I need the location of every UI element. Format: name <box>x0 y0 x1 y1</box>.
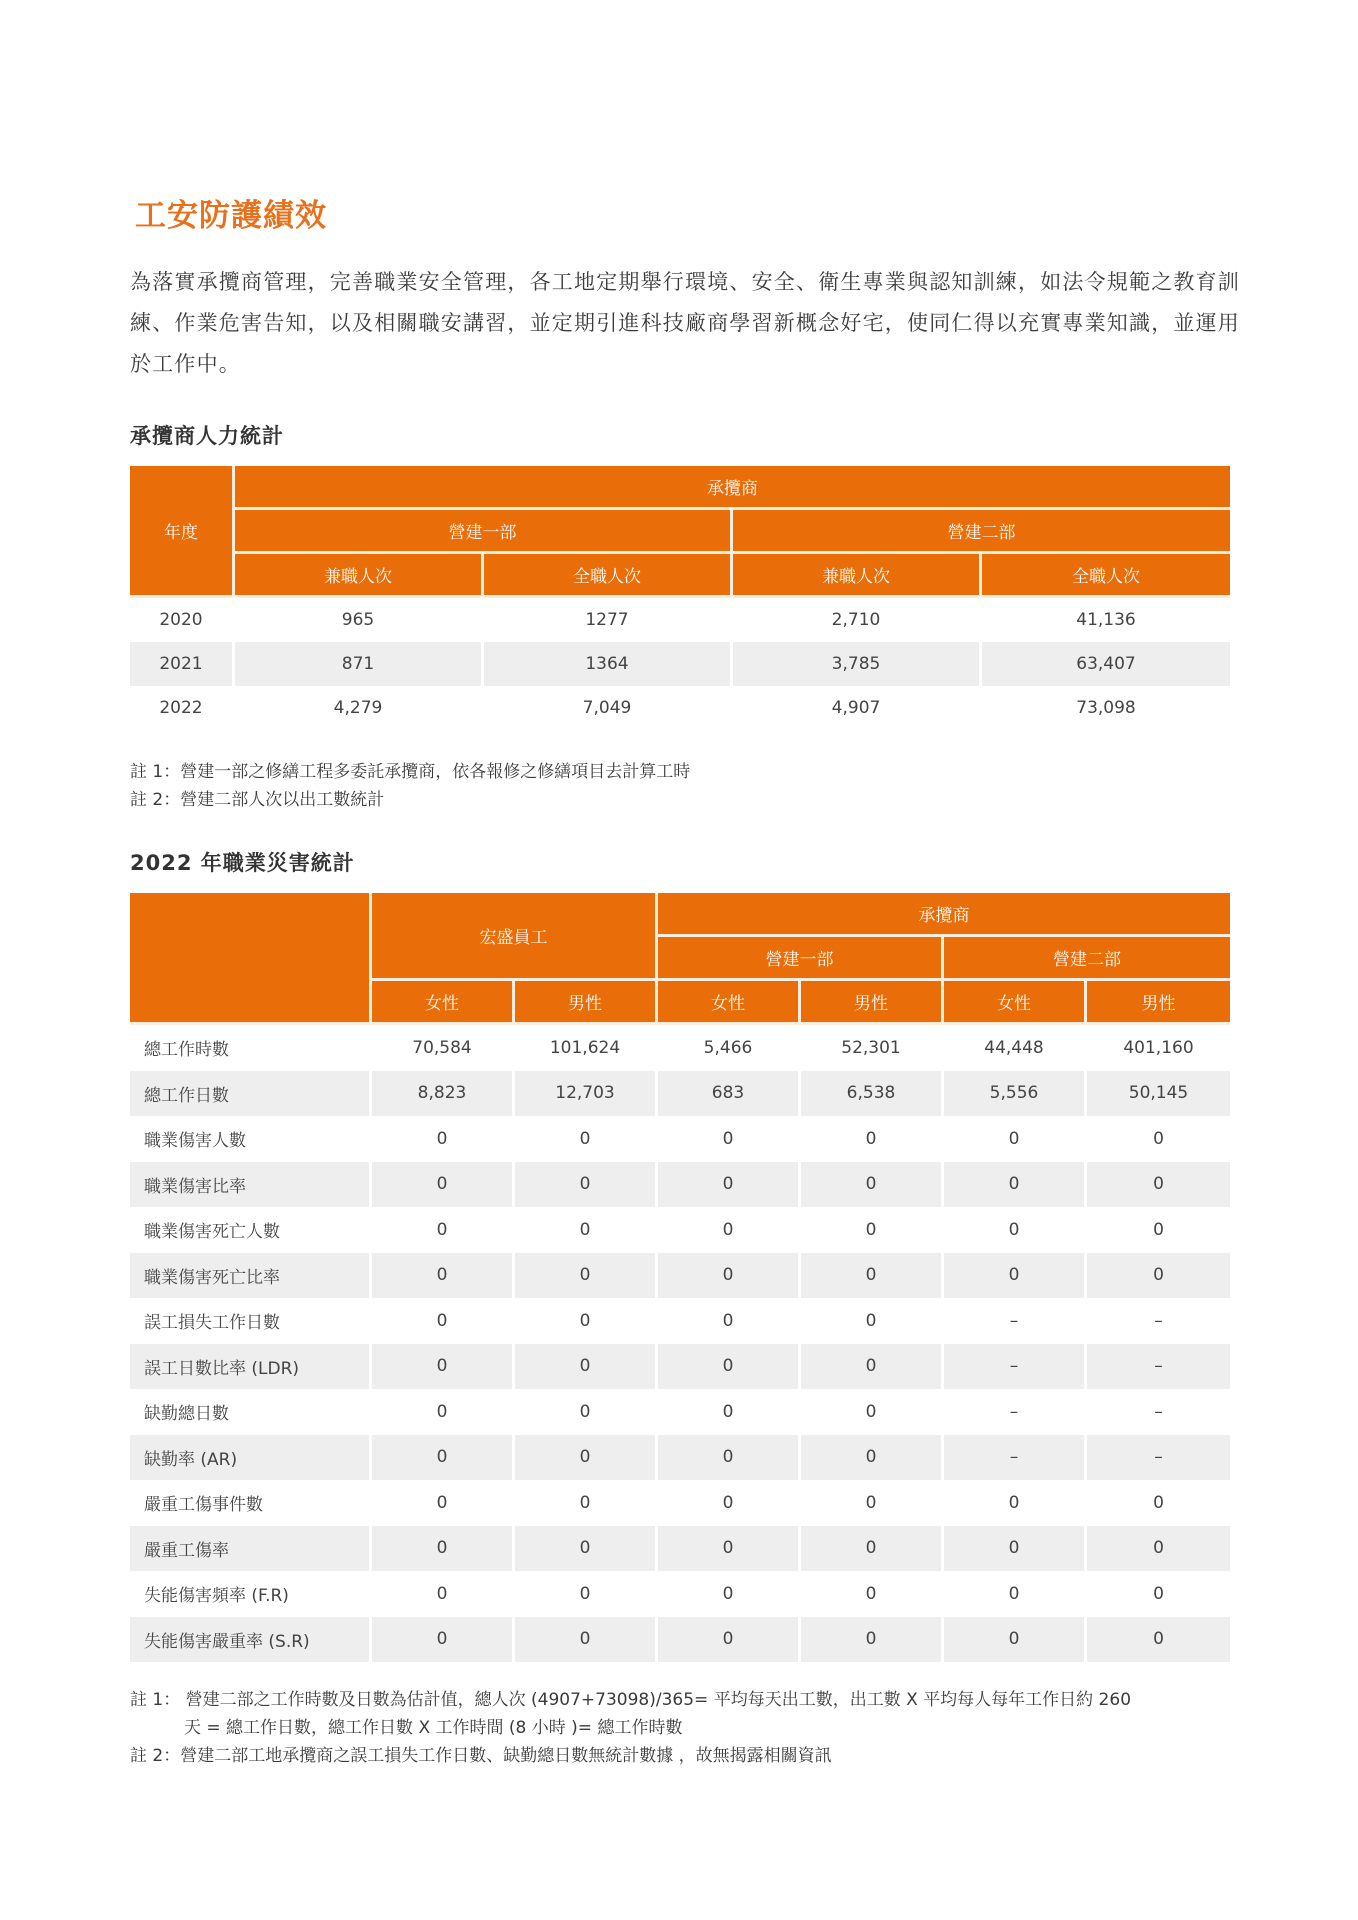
header-dept2-male: 男性 <box>1087 981 1230 1025</box>
cell-dept2-female: 0 <box>944 1162 1087 1208</box>
cell-employees-female: 0 <box>372 1344 515 1390</box>
cell-employees-female: 0 <box>372 1389 515 1435</box>
header-dept1-female: 女性 <box>658 981 801 1025</box>
row-label: 缺勤總日數 <box>130 1389 372 1435</box>
cell-dept2-part: 4,907 <box>733 686 982 730</box>
table-row <box>130 1025 1230 1071</box>
cell-dept1-full: 7,049 <box>484 686 733 730</box>
table-row <box>130 1071 1230 1117</box>
cell-dept2-male: 0 <box>1087 1162 1230 1208</box>
cell-employees-male: 0 <box>515 1344 658 1390</box>
cell-dept1-full: 1277 <box>484 598 733 642</box>
cell-dept2-female: 0 <box>944 1526 1087 1572</box>
cell-dept2-full: 73,098 <box>1076 698 1136 718</box>
cell-dept2-male: 0 <box>1153 1583 1164 1604</box>
table-row <box>130 1480 1230 1526</box>
cell-dept2-full: 41,136 <box>1076 610 1136 630</box>
cell-year: 2021 <box>130 642 235 686</box>
cell-employees-male: 0 <box>515 1617 658 1663</box>
cell-employees-male: 0 <box>515 1480 658 1526</box>
cell-dept2-male: 50,145 <box>1087 1071 1230 1117</box>
cell-employees-male: 101,624 <box>515 1025 658 1071</box>
cell-employees-male: 12,703 <box>515 1071 658 1117</box>
accident-note-1-line-2: 天 = 總工作日數，總工作日數 X 工作時間 (8 小時 )= 總工作時數 <box>184 1718 683 1738</box>
cell-dept2-female: 44,448 <box>944 1025 1087 1071</box>
cell-dept2-female: 0 <box>944 1253 1087 1299</box>
header-dept1-part-time: 兼職人次 <box>235 554 484 598</box>
cell-dept1-female: 0 <box>658 1480 801 1526</box>
header-dept2-female: 女性 <box>944 981 1087 1025</box>
row-label: 失能傷害頻率 (F.R) <box>130 1571 372 1617</box>
cell-dept2-female: 0 <box>944 1617 1087 1663</box>
table-row <box>130 1344 1230 1390</box>
header-dept1: 營建一部 <box>235 510 733 554</box>
cell-employees-female: 0 <box>372 1571 515 1617</box>
contractor-manpower-heading: 承攬商人力統計 <box>130 424 284 448</box>
cell-dept1-female: 0 <box>658 1571 801 1617</box>
cell-employees-female: 8,823 <box>372 1071 515 1117</box>
header-dept2-part-time: 兼職人次 <box>733 554 982 598</box>
cell-dept1-female: 0 <box>658 1162 801 1208</box>
table-row <box>130 686 1230 730</box>
cell-dept1-female: 0 <box>658 1253 801 1299</box>
row-label: 總工作日數 <box>130 1071 372 1117</box>
header-contractor: 承攬商 <box>658 893 1230 937</box>
cell-dept1-male: 0 <box>801 1344 944 1390</box>
cell-dept1-female: 0 <box>658 1389 801 1435</box>
row-label: 嚴重工傷率 <box>130 1526 372 1572</box>
table-row <box>130 1116 1230 1162</box>
cell-employees-male: 0 <box>515 1162 658 1208</box>
accident-note-2: 註 2：營建二部工地承攬商之誤工損失工作日數、缺勤總日數無統計數據 ，故無揭露相關資訊 <box>130 1746 832 1766</box>
cell-dept1-male: 0 <box>801 1571 944 1617</box>
row-label: 職業傷害死亡人數 <box>130 1207 372 1253</box>
header-employees: 宏盛員工 <box>372 893 658 981</box>
cell-employees-male: 0 <box>515 1435 658 1481</box>
contractor-manpower-table <box>130 466 1230 730</box>
cell-employees-female: 0 <box>372 1298 515 1344</box>
cell-dept1-part: 965 <box>235 598 484 642</box>
cell-dept2-female: – <box>944 1389 1087 1435</box>
cell-dept1-part: 4,279 <box>235 686 484 730</box>
table-row <box>130 1253 1230 1299</box>
table-row <box>130 1571 1230 1617</box>
cell-dept1-male: 0 <box>801 1480 944 1526</box>
cell-dept2-male: – <box>1154 1401 1163 1422</box>
cell-dept2-male: 401,160 <box>1123 1037 1194 1058</box>
cell-employees-female: 0 <box>372 1116 515 1162</box>
table-row <box>130 1298 1230 1344</box>
cell-employees-female: 0 <box>372 1207 515 1253</box>
table-row <box>130 1526 1230 1572</box>
cell-dept2-female: 0 <box>944 1480 1087 1526</box>
accident-notes <box>130 1686 1131 1770</box>
header-blank <box>130 893 372 1025</box>
cell-employees-female: 0 <box>372 1617 515 1663</box>
cell-employees-female: 70,584 <box>372 1025 515 1071</box>
cell-employees-male: 0 <box>515 1116 658 1162</box>
occupational-accidents-table <box>130 893 1230 1662</box>
intro-paragraph: 為落實承攬商管理，完善職業安全管理，各工地定期舉行環境、安全、衛生專業與認知訓練，如法令規範之教育訓練、作業危害告知，以及相關職安講習，並定期引進科技廠商學習新概念好宅，使同仁得以充實專業知識，並運用於工作中。 <box>130 270 1240 376</box>
cell-dept1-male: 0 <box>801 1162 944 1208</box>
manpower-note-2: 註 2：營建二部人次以出工數統計 <box>130 790 385 810</box>
table-row <box>130 1162 1230 1208</box>
cell-dept1-male: 0 <box>801 1435 944 1481</box>
header-dept2: 營建二部 <box>733 510 1230 554</box>
cell-dept1-male: 6,538 <box>801 1071 944 1117</box>
header-contractor: 承攬商 <box>235 466 1230 510</box>
cell-dept1-female: 0 <box>658 1526 801 1572</box>
cell-dept1-male: 52,301 <box>801 1025 944 1071</box>
cell-dept2-male: – <box>1154 1310 1163 1331</box>
cell-dept1-female: 683 <box>658 1071 801 1117</box>
cell-dept2-part: 2,710 <box>733 598 982 642</box>
cell-employees-male: 0 <box>515 1389 658 1435</box>
cell-dept1-female: 0 <box>658 1617 801 1663</box>
cell-dept1-female: 0 <box>658 1344 801 1390</box>
table-row <box>130 642 1230 686</box>
cell-employees-female: 0 <box>372 1435 515 1481</box>
cell-dept2-male: 0 <box>1153 1128 1164 1149</box>
cell-employees-female: 0 <box>372 1526 515 1572</box>
cell-dept1-female: 0 <box>658 1116 801 1162</box>
page-title: 工安防護績效 <box>135 198 327 234</box>
table-row <box>130 1389 1230 1435</box>
cell-dept1-male: 0 <box>801 1298 944 1344</box>
accident-note-1-line-1: 註 1： 營建二部之工作時數及日數為估計值，總人次 (4907+73098)/365= 平均每天出工數，出工數 X 平均每人每年工作日約 260 <box>130 1690 1132 1710</box>
manpower-notes <box>130 758 690 814</box>
row-label: 誤工日數比率 (LDR) <box>130 1344 372 1390</box>
cell-employees-male: 0 <box>515 1298 658 1344</box>
cell-employees-male: 0 <box>515 1207 658 1253</box>
cell-dept2-female: 5,556 <box>944 1071 1087 1117</box>
manpower-note-1: 註 1：營建一部之修繕工程多委託承攬商，依各報修之修繕項目去計算工時 <box>130 762 691 782</box>
row-label: 缺勤率 (AR) <box>130 1435 372 1481</box>
cell-dept2-female: – <box>944 1435 1087 1481</box>
cell-dept2-male: 0 <box>1153 1492 1164 1513</box>
cell-dept2-male: 0 <box>1087 1617 1230 1663</box>
cell-employees-male: 0 <box>515 1526 658 1572</box>
cell-dept1-female: 0 <box>658 1207 801 1253</box>
cell-employees-female: 0 <box>372 1253 515 1299</box>
header-dept1-male: 男性 <box>801 981 944 1025</box>
cell-dept1-full: 1364 <box>484 642 733 686</box>
cell-year: 2022 <box>130 686 235 730</box>
cell-dept2-male: – <box>1087 1344 1230 1390</box>
row-label: 誤工損失工作日數 <box>130 1298 372 1344</box>
cell-dept2-female: 0 <box>944 1207 1087 1253</box>
occupational-accidents-heading: 2022 年職業災害統計 <box>130 851 355 875</box>
cell-employees-female: 0 <box>372 1480 515 1526</box>
cell-dept1-female: 5,466 <box>658 1025 801 1071</box>
cell-year: 2020 <box>130 598 235 642</box>
cell-dept2-female: – <box>944 1298 1087 1344</box>
row-label: 職業傷害比率 <box>130 1162 372 1208</box>
cell-dept2-part: 3,785 <box>733 642 982 686</box>
cell-dept2-female: – <box>944 1344 1087 1390</box>
cell-dept1-male: 0 <box>801 1617 944 1663</box>
cell-dept2-male: 0 <box>1087 1526 1230 1572</box>
cell-employees-male: 0 <box>515 1253 658 1299</box>
cell-dept2-male: – <box>1087 1435 1230 1481</box>
table-row <box>130 1207 1230 1253</box>
cell-dept2-female: 0 <box>944 1116 1087 1162</box>
cell-employees-male: 0 <box>515 1571 658 1617</box>
cell-dept1-female: 0 <box>658 1298 801 1344</box>
header-dept1-full-time: 全職人次 <box>484 554 733 598</box>
cell-dept1-male: 0 <box>801 1526 944 1572</box>
header-dept2: 營建二部 <box>944 937 1230 981</box>
table-row <box>130 1617 1230 1663</box>
cell-dept1-male: 0 <box>801 1116 944 1162</box>
cell-dept2-full: 63,407 <box>982 642 1230 686</box>
row-label: 失能傷害嚴重率 (S.R) <box>130 1617 372 1663</box>
row-label: 職業傷害人數 <box>130 1116 372 1162</box>
row-label: 職業傷害死亡比率 <box>130 1253 372 1299</box>
cell-dept2-male: 0 <box>1087 1253 1230 1299</box>
cell-dept1-male: 0 <box>801 1207 944 1253</box>
table-row <box>130 1435 1230 1481</box>
cell-dept2-male: 0 <box>1153 1219 1164 1240</box>
cell-dept1-female: 0 <box>658 1435 801 1481</box>
header-employees-male: 男性 <box>515 981 658 1025</box>
header-year: 年度 <box>130 466 235 598</box>
cell-dept1-male: 0 <box>801 1253 944 1299</box>
header-employees-female: 女性 <box>372 981 515 1025</box>
row-label: 總工作時數 <box>130 1025 372 1071</box>
cell-dept2-female: 0 <box>944 1571 1087 1617</box>
header-dept2-full-time: 全職人次 <box>982 554 1230 598</box>
header-dept1: 營建一部 <box>658 937 944 981</box>
cell-dept1-male: 0 <box>801 1389 944 1435</box>
cell-employees-female: 0 <box>372 1162 515 1208</box>
table-row <box>130 598 1230 642</box>
cell-dept1-part: 871 <box>235 642 484 686</box>
row-label: 嚴重工傷事件數 <box>130 1480 372 1526</box>
